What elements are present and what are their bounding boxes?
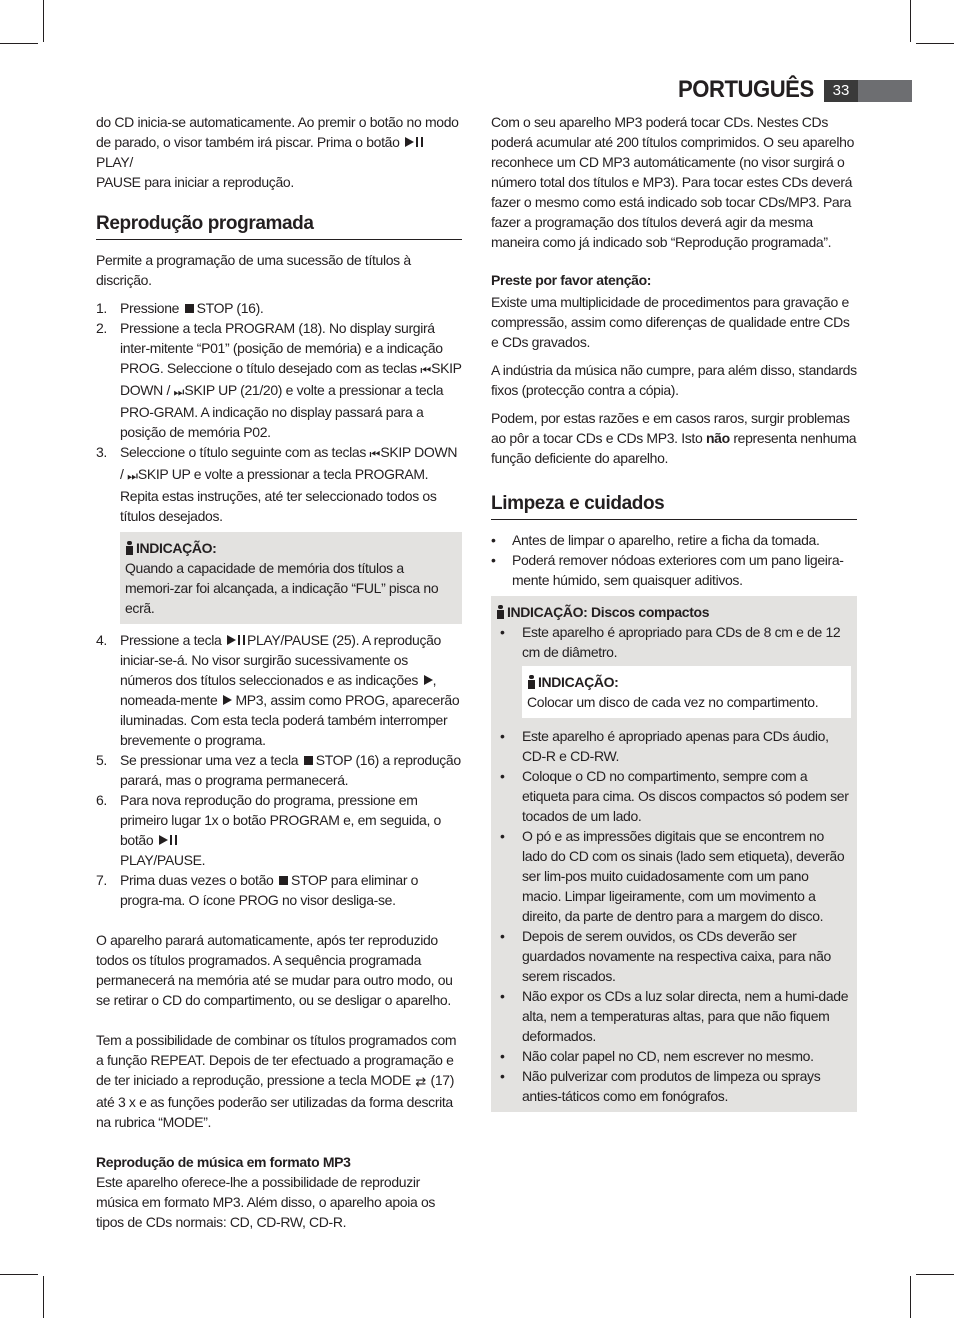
list-item: • Antes de limpar o aparelho, retire a ficha da tomada. (491, 532, 820, 548)
mp3-paragraph: Este aparelho oferece-lhe a possibilidade de reproduzir música em formato MP3. Além disso, o aparelho apoia os tipos de CDs normais: CD, CD-RW, CD-R. (96, 1174, 436, 1230)
list-item: • Este aparelho é apropriado apenas para CDs áudio, CD-R e CD-RW. (500, 728, 829, 764)
repeat-paragraph: Tem a possibilidade de combinar os títulos programados com a função REPEAT. Depois de ter efectuado a programação e de ter iniciado a reprodução, pressione a tecla MODE ⇄ (17) até 3 x e as funções poderão ser utilizadas da forma descrita na rubrica “MODE”. (96, 1032, 457, 1130)
list-item: • Não expor os CDs a luz solar directa, nem a humi-dade alta, nem a temperaturas altas, para que não fiquem deformados. (500, 988, 849, 1044)
note-text: Quando a capacidade de memória dos títulos a memori-zar foi alcançada, a indicação “FUL” pisca no ecrã. (125, 560, 439, 616)
note-title: INDICAÇÃO: Discos compactos (496, 602, 851, 622)
step-item: 6. Para nova reprodução do programa, pressione em primeiro lugar 1x o botão PROGRAM e, em seguida, o botão PLAY/PAUSE. (96, 792, 441, 868)
skip-up-icon: ⏭ (127, 469, 135, 483)
info-icon (125, 541, 133, 555)
mp3-continued-paragraph: Com o seu aparelho MP3 poderá tocar CDs. Nestes CDs poderá acumular até 200 títulos comprimidos. O seu aparelho reconhece um CD MP3 automáticamente (no visor surgirá o número total dos títulos e MP3). Para tocar estes CDs deverá fazer o mesmo como está indicado sob tocar CDs/MP3. Para fazer a programação dos títulos deverá agir da mesma maneira como já indicado sob “Reprodução programada”. (491, 114, 855, 250)
step-item: 5. Se pressionar uma vez a tecla STOP (16) a reprodução parará, mas o programa permanecerá. (96, 752, 461, 788)
attention-paragraph-3: Podem, por estas razões e em casos raros, surgir problemas ao pôr a tocar CDs e CDs MP3. Isto não representa nenhuma função deficiente do aparelho. (491, 410, 857, 466)
list-item: • O pó e as impressões digitais que se encontrem no lado do CD com os sinais (lado sem etiqueta), deverão ser lim-pos muito cuidadosamente com um pano macio. Limpar ligeiramente, com um movimento a direito, da parte de dentro para a margem do disco. (500, 828, 845, 924)
list-item: • Não colar papel no CD, nem escrever no mesmo. (500, 1048, 814, 1064)
play-icon (227, 635, 236, 645)
single-disc-note-box (522, 666, 851, 718)
crop-mark (43, 1276, 44, 1318)
play-icon (424, 675, 433, 685)
pause-icon (416, 137, 423, 147)
attention-paragraph-1: Existe uma multiplicidade de procedimentos para gravação e compressão, assim como diferenças de qualidade entre CDs e CDs gravados. (491, 294, 850, 350)
skip-up-icon: ⏭ (173, 385, 182, 399)
stop-icon (279, 876, 288, 885)
section-title-cleaning: Limpeza e cuidados (491, 492, 857, 520)
step-item: 4. Pressione a tecla PLAY/PAUSE (25). A reprodução iniciar-se-á. No visor surgirão sucessivamente os números dos títulos seleccionados e as indicações , nomeada-mente MP3, assim como PROG, aparecerão iluminadas. Com esta tecla poderá também interromper brevemente o programa. (96, 632, 460, 748)
pause-icon (170, 835, 177, 845)
step-item: 7. Prima duas vezes o botão STOP para eliminar o progra-ma. O ícone PROG no visor desliga-se. (96, 872, 419, 908)
mp3-subheading: Reprodução de música em formato MP3 (96, 1154, 351, 1170)
list-item: • Este aparelho é apropriado para CDs de 8 cm e de 12 cm de diâmetro. (500, 624, 841, 660)
pause-icon (238, 635, 245, 645)
page-number: 33 (824, 80, 858, 102)
program-steps-list-cont (96, 630, 462, 910)
crop-mark (43, 0, 44, 42)
crop-mark (910, 0, 911, 42)
intro-paragraph: do CD inicia-se automaticamente. Ao premir o botão no modo de parado, o visor também irá piscar. Prima o botão PLAY/ PAUSE para iniciar a reprodução. (96, 114, 459, 190)
play-icon (405, 137, 414, 147)
play-icon (223, 695, 232, 705)
memory-note-box (120, 532, 462, 624)
attention-subheading: Preste por favor atenção: (491, 272, 652, 288)
right-column (491, 112, 857, 1112)
attention-paragraph-2: A indústria da música não cumpre, para além disso, standards fixos (protecção contra a cópia). (491, 362, 857, 398)
info-icon (496, 605, 504, 619)
page-number-bar (858, 80, 912, 102)
crop-mark (916, 43, 954, 44)
play-icon (159, 835, 168, 845)
crop-mark (916, 1274, 954, 1275)
note-title: INDICAÇÃO: (125, 538, 456, 558)
list-item: • Poderá remover nódoas exteriores com um pano ligeira-mente húmido, sem quaisquer aditivos. (491, 552, 844, 588)
step-item: 3. Seleccione o título seguinte com as teclas ⏮ SKIP DOWN / ⏭ SKIP UP e volte a pressionar a tecla PROGRAM. Repita estas instruções, até ter seleccionado todos os títulos desejados. (96, 444, 458, 524)
skip-down-icon: ⏮ (369, 447, 378, 461)
discs-list (496, 622, 851, 662)
step-item: 2. Pressione a tecla PROGRAM (18). No display surgirá inter-mitente “P01” (posição de memória) e a indicação PROG. Seleccione o título desejado com as teclas ⏮ SKIP DOWN / ⏭ SKIP UP (21/20) e volte a pressionar a tecla PRO-GRAM. A indicação no display passará para a posição de memória P02. (96, 320, 462, 440)
crop-mark (0, 43, 38, 44)
repeat-icon: ⇄ (415, 1074, 426, 1089)
list-item: • Coloque o CD no compartimento, sempre com a etiqueta para cima. Os discos compactos só podem ser tocados de um lado. (500, 768, 849, 824)
list-item: • Não pulverizar com produtos de limpeza ou sprays anties-táticos como em fonógrafos. (500, 1068, 821, 1104)
stop-icon (304, 756, 313, 765)
cleaning-list (491, 530, 857, 590)
crop-mark (0, 1274, 38, 1275)
step-item: 1. Pressione STOP (16). (96, 300, 264, 316)
discs-list-cont (496, 726, 851, 1106)
compact-discs-note-box (491, 596, 857, 1112)
info-icon (527, 675, 535, 689)
stop-icon (185, 304, 194, 313)
auto-stop-paragraph: O aparelho parará automaticamente, após ter reproduzido todos os títulos programados. A sequência programada permanecerá na memória até se mudar para outro modo, ou se retirar o CD do compartimento, ou se desligar o aparelho. (96, 932, 453, 1008)
crop-mark (910, 1276, 911, 1318)
skip-down-icon: ⏮ (420, 363, 429, 377)
program-steps-list (96, 298, 462, 526)
left-column (96, 112, 462, 1232)
section-intro: Permite a programação de uma sucessão de títulos à discrição. (96, 252, 411, 288)
page-language-title: PORTUGUÊS (678, 76, 814, 103)
list-item: • Depois de serem ouvidos, os CDs deverão ser guardados novamente na respectiva caixa, para não serem riscados. (500, 928, 831, 984)
note-title: INDICAÇÃO: (527, 672, 845, 692)
note-text: Colocar um disco de cada vez no compartimento. (527, 694, 819, 710)
section-title-programmed-playback: Reprodução programada (96, 212, 462, 240)
